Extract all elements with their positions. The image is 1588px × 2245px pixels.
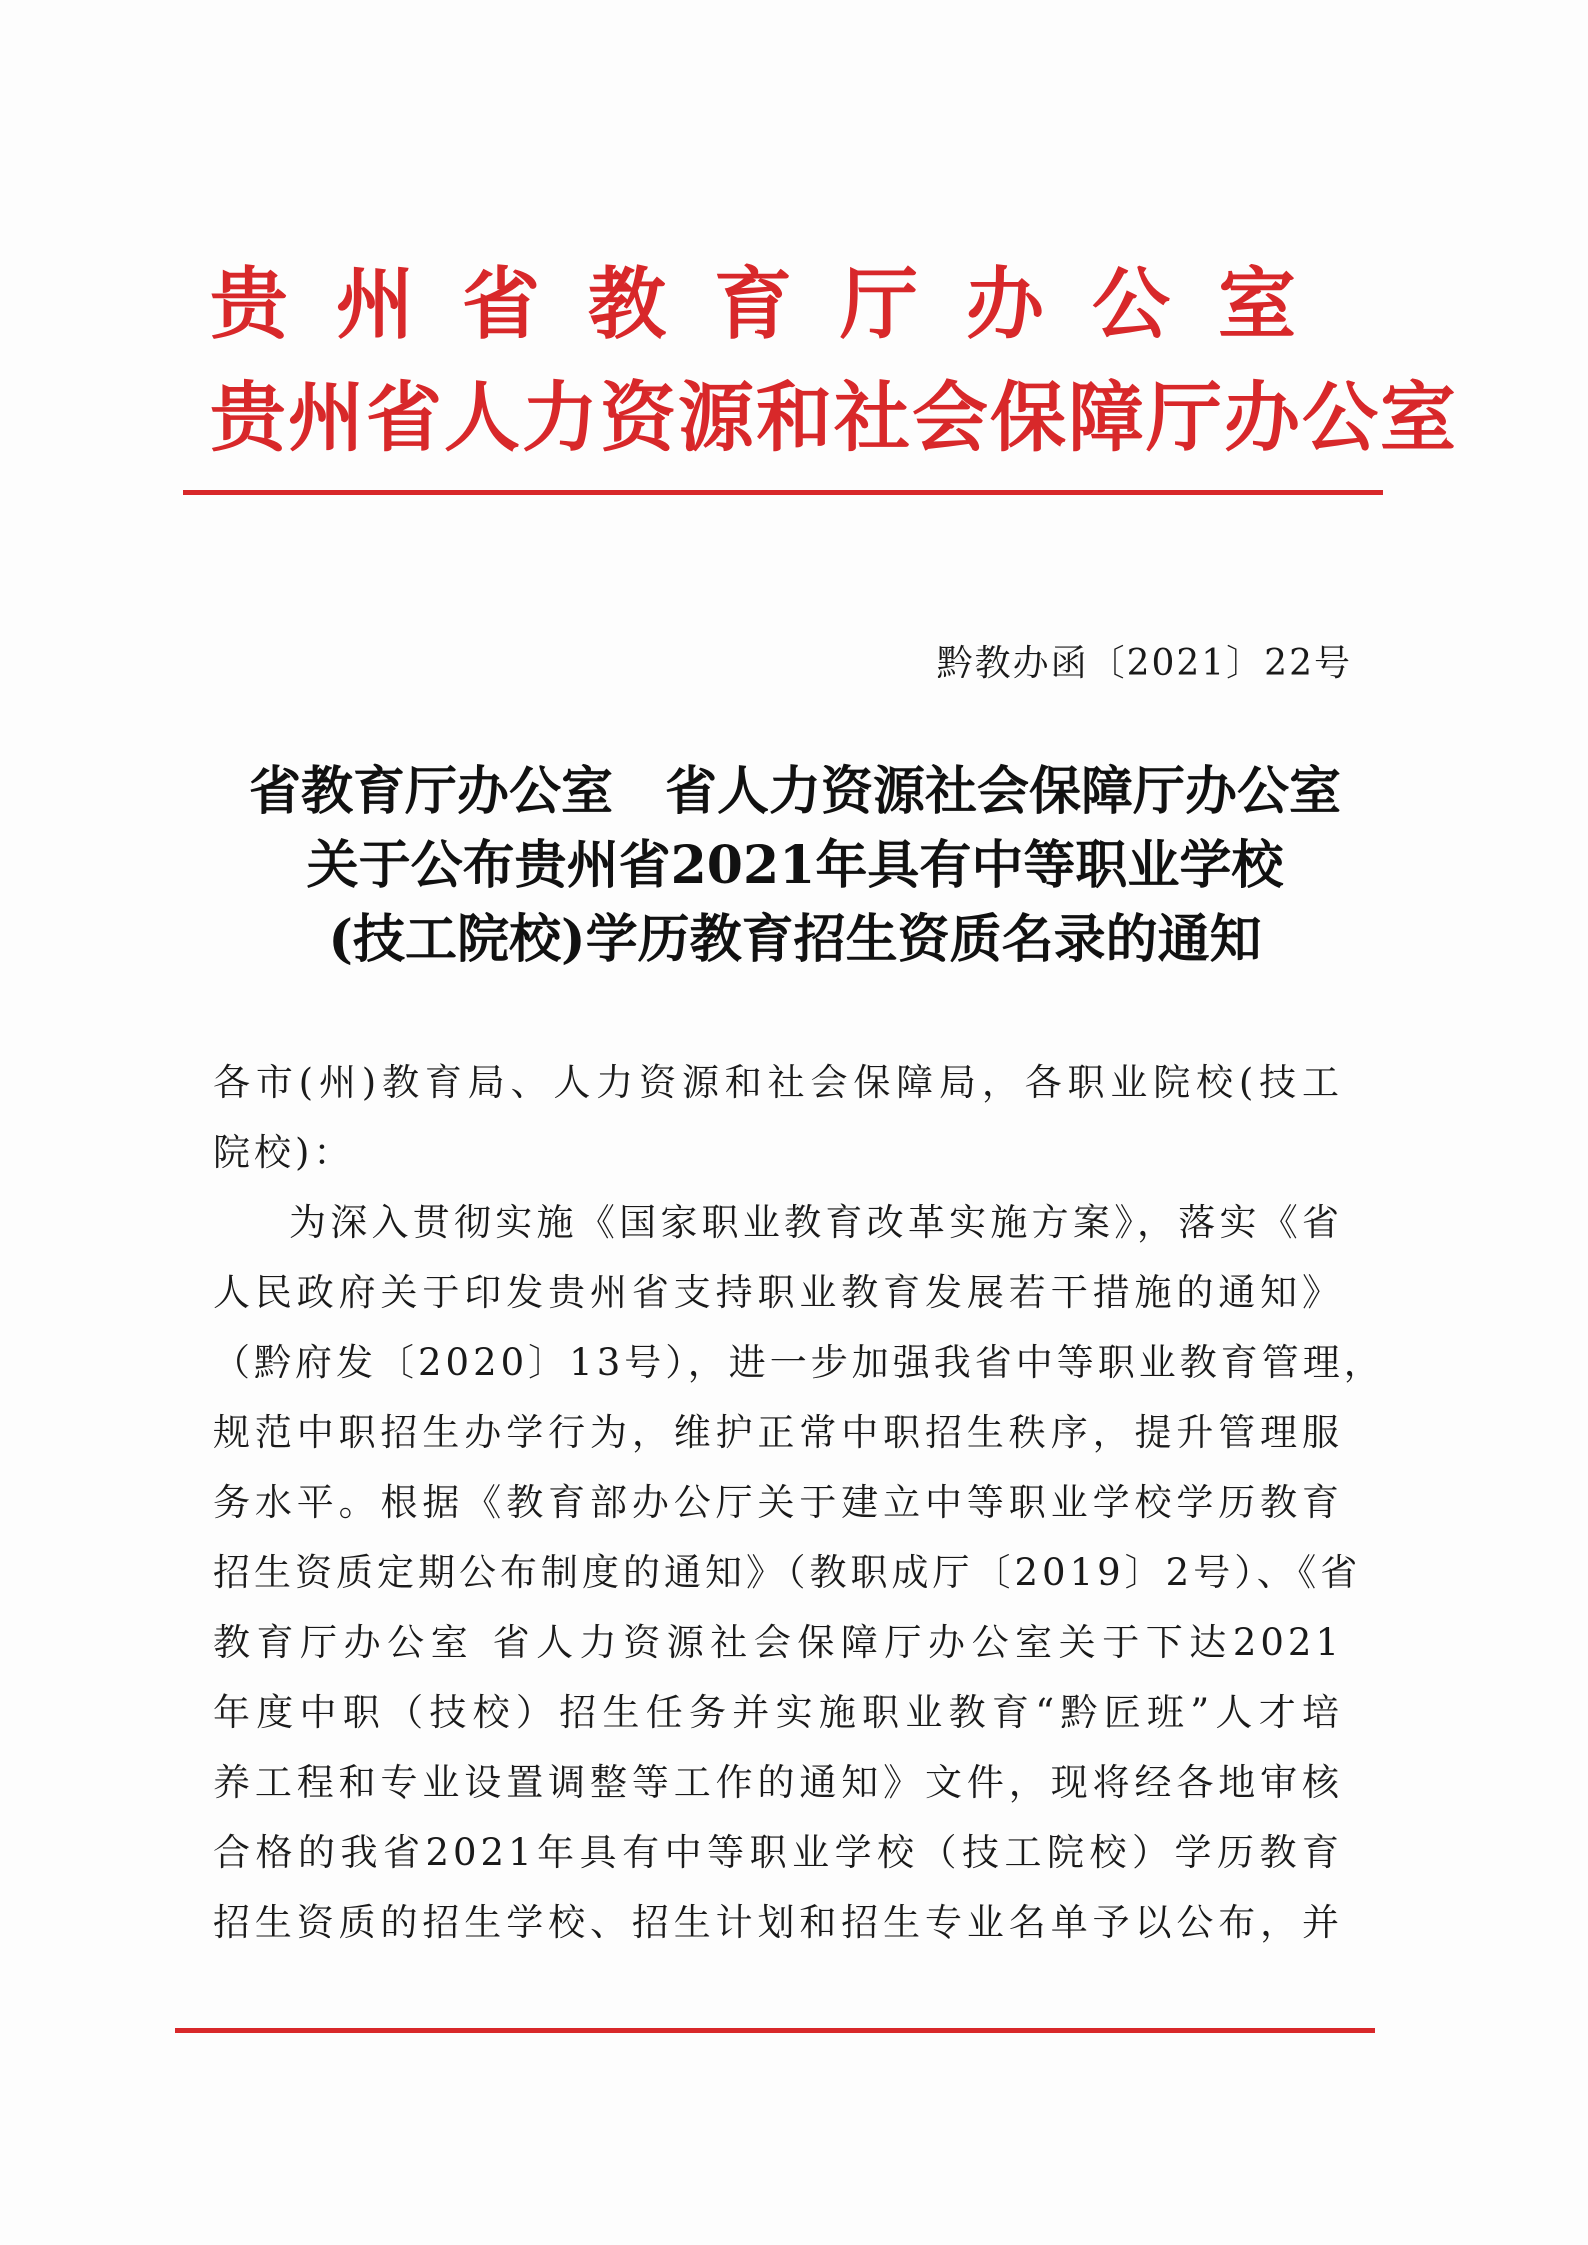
body-line: 人民政府关于印发贵州省支持职业教育发展若干措施的通知》: [213, 1271, 1343, 1314]
document-title: [150, 755, 1440, 977]
body-paragraph: [213, 1188, 1385, 1958]
title-line-2: 关于公布贵州省2021年具有中等职业学校: [306, 835, 1284, 896]
addressee-line-1: 各市(州)教育局、人力资源和社会保障局，各职业院校(技工: [213, 1061, 1343, 1104]
addressee-block: [213, 1048, 1343, 1188]
body-line: 教育厅办公室 省人力资源社会保障厅办公室关于下达2021: [213, 1621, 1343, 1664]
body-line: 合格的我省2021年具有中等职业学校（技工院校）学历教育: [213, 1831, 1343, 1874]
issuer-masthead-line1: 贵州省教育厅办公室: [210, 259, 1345, 350]
body-line: 养工程和专业设置调整等工作的通知》文件，现将经各地审核: [213, 1761, 1343, 1804]
title-line-1: 省教育厅办公室 省人力资源社会保障厅办公室: [248, 761, 1341, 822]
document-number: 黔教办函〔2021〕22号: [936, 643, 1352, 684]
footer-red-rule: [175, 2028, 1375, 2033]
body-line: 为深入贯彻实施《国家职业教育改革实施方案》，落实《省: [289, 1201, 1343, 1244]
issuer-masthead-line2: 贵州省人力资源和社会保障厅办公室: [210, 373, 1458, 462]
body-line: 年度中职（技校）招生任务并实施职业教育“黔匠班”人才培: [213, 1691, 1343, 1734]
masthead-red-rule: [183, 490, 1383, 495]
body-line: 招生资质的招生学校、招生计划和招生专业名单予以公布，并: [213, 1901, 1343, 1944]
title-line-3: (技工院校)学历教育招生资质名录的通知: [328, 909, 1262, 970]
body-line: 规范中职招生办学行为，维护正常中职招生秩序，提升管理服: [213, 1411, 1343, 1454]
addressee-line-2: 院校)：: [213, 1131, 355, 1174]
body-line: 招生资质定期公布制度的通知》（教职成厅〔2019〕2号）、《省: [213, 1551, 1362, 1594]
body-line: （黔府发〔2020〕13号），进一步加强我省中等职业教育管理，: [213, 1341, 1385, 1384]
body-line: 务水平。根据《教育部办公厅关于建立中等职业学校学历教育: [213, 1481, 1343, 1524]
